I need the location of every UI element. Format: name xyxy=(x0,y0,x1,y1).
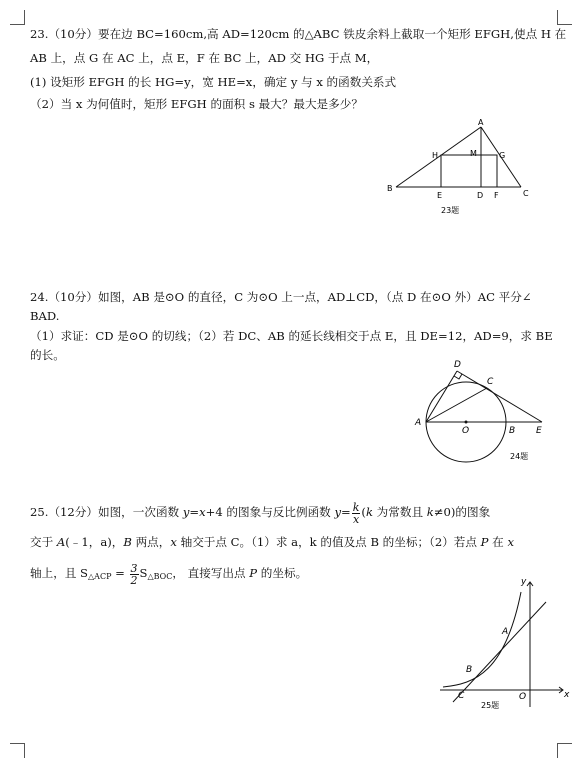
q25-text: ( xyxy=(361,505,366,519)
q24-line-2: BAD. xyxy=(30,309,60,323)
q25-text: ， 直接写出点 xyxy=(172,566,250,580)
subscript-boc: △BOC xyxy=(147,572,173,581)
var-k: k xyxy=(365,505,373,519)
corner-mark-bottom-left xyxy=(10,743,25,758)
figure-caption: 24题 xyxy=(510,452,529,461)
q25-text: 轴交于点 C。（1）求 a，k 的值及点 B 的坐标；（2）若点 xyxy=(176,535,481,549)
fraction-denominator: x xyxy=(352,512,360,526)
label-m: M xyxy=(470,149,477,158)
center-point xyxy=(465,421,468,424)
segment-ad xyxy=(426,371,457,422)
q25-text: +4 的图象与反比例函数 xyxy=(205,505,335,519)
point-b: B xyxy=(123,535,132,549)
q25-line-2 xyxy=(30,534,514,550)
subscript-acp: △ACP xyxy=(88,572,112,581)
label-a: A xyxy=(415,418,422,428)
q25-text: (﹣1，a)， xyxy=(65,535,124,549)
point-a: A xyxy=(56,535,66,549)
q23-line-1: 23.（10分）要在边 BC=160cm,高 AD=120cm 的△ABC 铁皮余料上截取一个矩形 EFGH,使点 H 在 xyxy=(30,27,567,41)
line-y-eq-x-plus-4 xyxy=(453,602,546,702)
var-k: k xyxy=(426,505,434,519)
q25-text: 两点， xyxy=(131,535,171,549)
figure-caption: 23题 xyxy=(441,206,460,215)
q25-text: 为常数且 xyxy=(372,505,427,519)
q25-text: 的坐标。 xyxy=(257,566,308,580)
fraction-k-over-x xyxy=(352,502,361,525)
fraction-numerator: k xyxy=(352,500,360,514)
q23-triangle-figure xyxy=(380,115,530,220)
label-e: E xyxy=(437,191,443,200)
figure-caption: 25题 xyxy=(481,701,500,710)
q25-text: 交于 xyxy=(30,535,57,549)
equals: = xyxy=(189,505,200,519)
q23-line-2: AB 上，点 G 在 AC 上，点 E，F 在 BC 上，AD 交 HG 于点 M， xyxy=(30,51,379,65)
q24-line-3: （1）求证：CD 是⊙O 的切线；（2）若 DC、AB 的延长线相交于点 E，且 DE=12，AD=9，求 BE xyxy=(30,329,553,343)
q24-line-1: 24.（10分）如图，AB 是⊙O 的直径，C 为⊙O 上一点，AD⊥CD，（点 D 在⊙O 外）AC 平分∠ xyxy=(30,290,532,304)
q24-circle-figure xyxy=(410,355,555,465)
fraction-3-over-2 xyxy=(130,563,139,586)
q25-text: ≠0)的图象 xyxy=(433,505,491,519)
var-x: x xyxy=(507,535,514,549)
label-a: A xyxy=(478,118,484,127)
q23-line-3: (1) 设矩形 EFGH 的长 HG=y，宽 HE=x，确定 y 与 x 的函数关系式 xyxy=(30,75,397,89)
q25-text: 25.（12分）如图，一次函数 xyxy=(30,505,183,519)
var-x: x xyxy=(199,505,206,519)
equals: = xyxy=(341,505,351,519)
label-b: B xyxy=(387,184,393,193)
label-f: F xyxy=(494,191,499,200)
q25-text: S xyxy=(139,566,148,580)
corner-mark-bottom-right xyxy=(557,743,572,758)
point-p: P xyxy=(249,566,258,580)
axis-label-x: x xyxy=(564,690,570,700)
point-p: P xyxy=(480,535,489,549)
q25-text: 轴上，且 S xyxy=(30,566,89,580)
segment-ac xyxy=(426,388,487,422)
line-de xyxy=(457,371,542,422)
label-a: A xyxy=(502,627,509,637)
q24-line-4: 的长。 xyxy=(30,348,65,362)
side-ab xyxy=(396,127,481,187)
fraction-numerator: 3 xyxy=(130,561,138,575)
label-o: O xyxy=(519,692,527,702)
label-e: E xyxy=(536,426,542,436)
rectangle-efgh xyxy=(441,155,497,187)
label-h: H xyxy=(432,151,439,160)
hyperbola-branch xyxy=(443,592,521,687)
label-g: G xyxy=(499,151,506,160)
var-y: y xyxy=(182,505,190,519)
equals: = xyxy=(111,566,129,580)
q25-line-3 xyxy=(30,560,307,590)
label-c: C xyxy=(523,189,529,198)
label-d: D xyxy=(454,360,461,370)
label-c: C xyxy=(458,691,465,701)
q25-graph-figure xyxy=(435,572,575,712)
q23-line-4: （2）当 x 为何值时，矩形 EFGH 的面积 s 最大？最大是多少？ xyxy=(30,97,363,111)
label-b: B xyxy=(509,426,516,436)
var-y: y xyxy=(334,505,342,519)
q25-text: 在 xyxy=(488,535,508,549)
label-c: C xyxy=(487,377,494,387)
label-d: D xyxy=(477,191,484,200)
corner-mark-top-right xyxy=(557,10,572,25)
var-x: x xyxy=(170,535,177,549)
q25-line-1 xyxy=(30,500,490,525)
corner-mark-top-left xyxy=(10,10,25,25)
label-b: B xyxy=(466,665,473,675)
axis-label-y: y xyxy=(521,577,527,587)
label-o: O xyxy=(462,426,470,436)
fraction-denominator: 2 xyxy=(130,573,138,587)
